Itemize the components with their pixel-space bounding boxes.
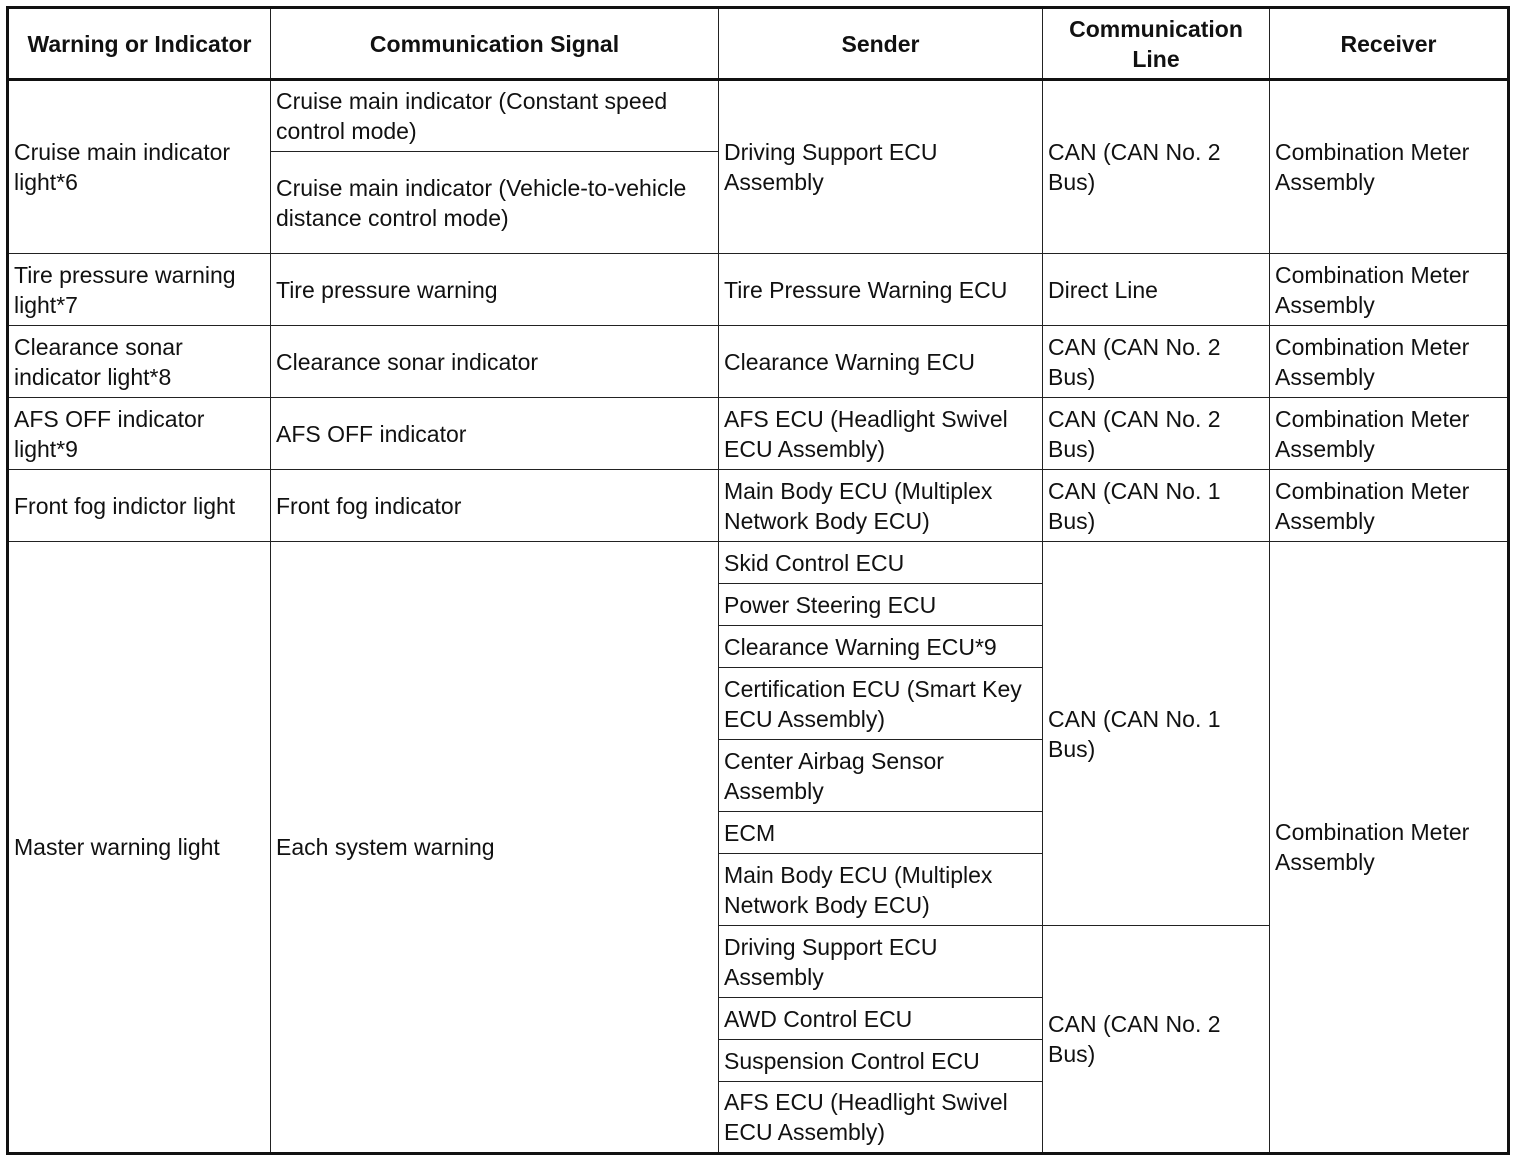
cell-warning: Clearance sonar indicator light*8 bbox=[8, 326, 271, 398]
header-warning: Warning or Indicator bbox=[8, 8, 271, 80]
table-row-fog bbox=[8, 470, 1509, 542]
communication-table bbox=[6, 6, 1510, 1155]
table-row-sonar bbox=[8, 326, 1509, 398]
header-receiver: Receiver bbox=[1270, 8, 1509, 80]
cell-line: CAN (CAN No. 2 Bus) bbox=[1043, 326, 1270, 398]
cell-line: CAN (CAN No. 2 Bus) bbox=[1043, 398, 1270, 470]
cell-receiver: Combination Meter Assembly bbox=[1270, 326, 1509, 398]
cell-receiver: Combination Meter Assembly bbox=[1270, 254, 1509, 326]
cell-signal: Cruise main indicator (Constant speed control mode) bbox=[271, 80, 719, 152]
table-row-tire bbox=[8, 254, 1509, 326]
cell-line: CAN (CAN No. 1 Bus) bbox=[1043, 542, 1270, 926]
cell-sender: Driving Support ECU Assembly bbox=[719, 926, 1043, 998]
cell-receiver: Combination Meter Assembly bbox=[1270, 542, 1509, 1154]
cell-signal: AFS OFF indicator bbox=[271, 398, 719, 470]
header-signal: Communication Signal bbox=[271, 8, 719, 80]
header-sender: Sender bbox=[719, 8, 1043, 80]
cell-sender: Certification ECU (Smart Key ECU Assembly) bbox=[719, 668, 1043, 740]
cell-sender: Center Airbag Sensor Assembly bbox=[719, 740, 1043, 812]
header-line: Communication Line bbox=[1043, 8, 1270, 80]
cell-warning: Tire pressure warning light*7 bbox=[8, 254, 271, 326]
cell-line: CAN (CAN No. 2 Bus) bbox=[1043, 926, 1270, 1154]
cell-sender: Skid Control ECU bbox=[719, 542, 1043, 584]
cell-signal: Tire pressure warning bbox=[271, 254, 719, 326]
cell-sender: Main Body ECU (Multiplex Network Body ECU) bbox=[719, 854, 1043, 926]
cell-signal: Front fog indicator bbox=[271, 470, 719, 542]
cell-sender: ECM bbox=[719, 812, 1043, 854]
cell-receiver: Combination Meter Assembly bbox=[1270, 398, 1509, 470]
cell-sender: Tire Pressure Warning ECU bbox=[719, 254, 1043, 326]
table-row-cruise bbox=[8, 80, 1509, 152]
cell-warning: Master warning light bbox=[8, 542, 271, 1154]
cell-sender: AFS ECU (Headlight Swivel ECU Assembly) bbox=[719, 398, 1043, 470]
cell-signal: Clearance sonar indicator bbox=[271, 326, 719, 398]
cell-warning: AFS OFF indicator light*9 bbox=[8, 398, 271, 470]
cell-receiver: Combination Meter Assembly bbox=[1270, 470, 1509, 542]
cell-line: Direct Line bbox=[1043, 254, 1270, 326]
cell-signal: Each system warning bbox=[271, 542, 719, 1154]
cell-sender: Suspension Control ECU bbox=[719, 1040, 1043, 1082]
cell-sender: AWD Control ECU bbox=[719, 998, 1043, 1040]
cell-signal: Cruise main indicator (Vehicle-to-vehicle distance control mode) bbox=[271, 152, 719, 254]
cell-receiver: Combination Meter Assembly bbox=[1270, 80, 1509, 254]
header-row bbox=[8, 8, 1509, 80]
cell-sender: AFS ECU (Headlight Swivel ECU Assembly) bbox=[719, 1082, 1043, 1154]
cell-warning: Cruise main indicator light*6 bbox=[8, 80, 271, 254]
cell-sender: Clearance Warning ECU*9 bbox=[719, 626, 1043, 668]
cell-warning: Front fog indictor light bbox=[8, 470, 271, 542]
table-row-afs bbox=[8, 398, 1509, 470]
cell-sender: Clearance Warning ECU bbox=[719, 326, 1043, 398]
cell-line: CAN (CAN No. 1 Bus) bbox=[1043, 470, 1270, 542]
cell-line: CAN (CAN No. 2 Bus) bbox=[1043, 80, 1270, 254]
cell-sender: Power Steering ECU bbox=[719, 584, 1043, 626]
cell-sender: Driving Support ECU Assembly bbox=[719, 80, 1043, 254]
cell-sender: Main Body ECU (Multiplex Network Body ECU) bbox=[719, 470, 1043, 542]
table-row-master bbox=[8, 542, 1509, 584]
